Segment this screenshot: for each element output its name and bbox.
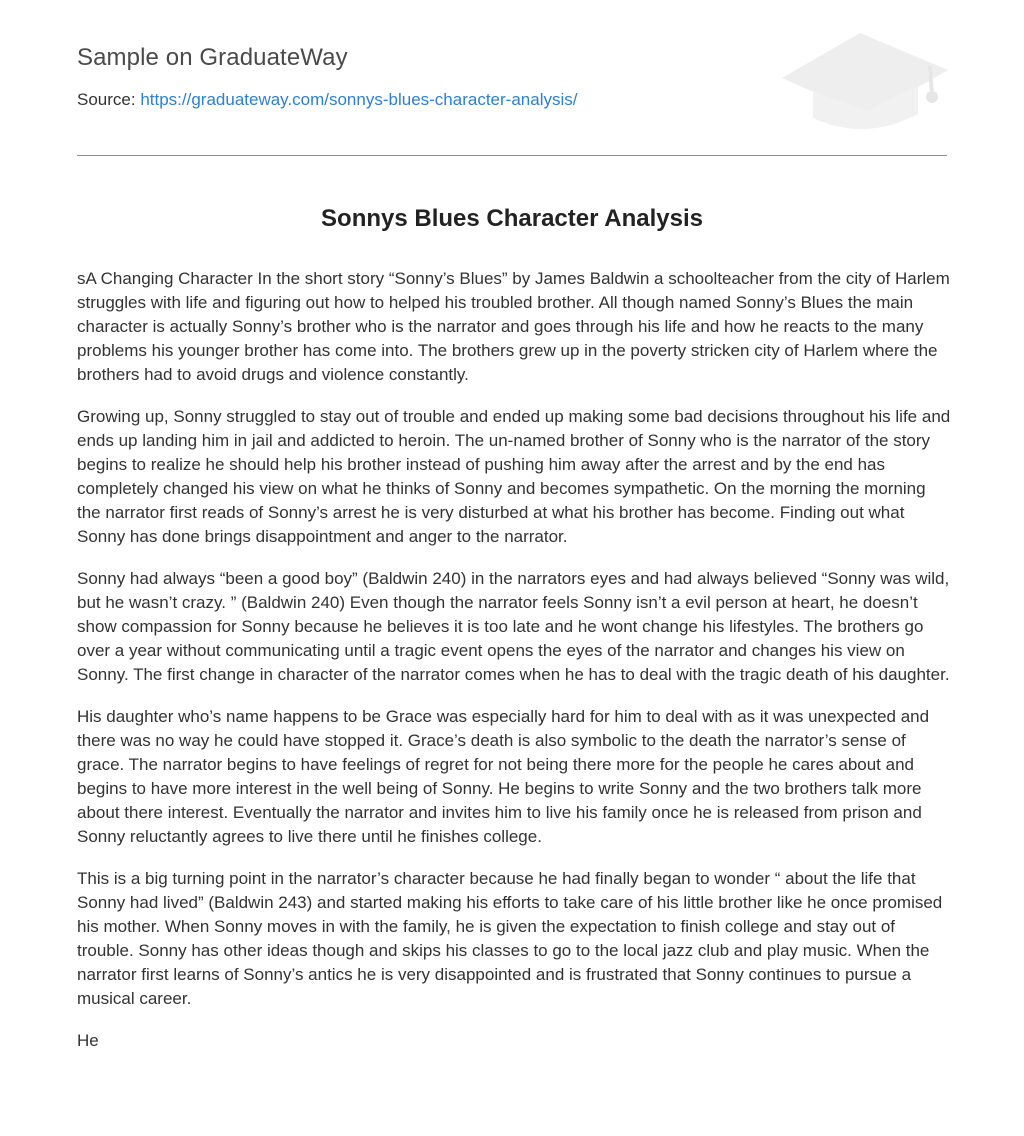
source-link[interactable]: https://graduateway.com/sonnys-blues-character-analysis/ (140, 90, 578, 109)
paragraph: sA Changing Character In the short story “Sonny’s Blues” by James Baldwin a schoolteacher from the city of Harlem struggles with life and figuring out how to helped his troubled brother. All though named Sonny’s Blues the main character is actually Sonny’s brother who is the narrator and goes through his life and how he reacts to the many problems his younger brother has come into. The brothers grew up in the poverty stricken city of Harlem where the brothers had to avoid drugs and violence constantly. (77, 269, 950, 384)
article-body (77, 267, 951, 1071)
paragraph: Growing up, Sonny struggled to stay out of trouble and ended up making some bad decisions throughout his life and ends up landing him in jail and addicted to heroin. The un-named brother of Sonny who is the narrator of the story begins to realize he should help his brother instead of pushing him away after the arrest and by the end has completely changed his view on what he thinks of Sonny and becomes sympathetic. On the morning the morning the narrator first reads of Sonny’s arrest he is very disturbed at what his brother has become. Finding out what Sonny has done brings disappointment and anger to the narrator. (77, 407, 951, 546)
paragraph: This is a big turning point in the narrator’s character because he had finally began to wonder “ about the life that Sonny had lived” (Baldwin 243) and started making his efforts to take care of his little brother like he once promised his mother. When Sonny moves in with the family, he is given the expectation to finish college and stay out of trouble. Sonny has other ideas though and skips his classes to go to the local jazz club and play music. When the narrator first learns of Sonny’s antics he is very disappointed and is frustrated that Sonny continues to pursue a musical career. (77, 869, 943, 1008)
source-label: Source: (77, 90, 141, 109)
paragraph: His daughter who’s name happens to be Grace was especially hard for him to deal with as it was unexpected and there was no way he could have stopped it. Grace’s death is also symbolic to the death the narrator’s sense of grace. The narrator begins to have feelings of regret for not being there more for the people he cares about and begins to have more interest in the well being of Sonny. He begins to write Sonny and the two brothers talk more about there interest. Eventually the narrator and invites him to live his family once he is released from prison and Sonny reluctantly agrees to live there until he finishes college. (77, 707, 930, 846)
source-line (77, 90, 577, 110)
paragraph: Sonny had always “been a good boy” (Baldwin 240) in the narrators eyes and had always believed “Sonny was wild, but he wasn’t crazy. ” (Baldwin 240) Even though the narrator feels Sonny isn’t a evil person at heart, he doesn’t show compassion for Sonny because he believes it is too late and he wont change his lifestyles. The brothers go over a year without communicating until a tragic event opens the eyes of the narrator and changes his view on Sonny. The first change in character of the narrator comes when he has to deal with the tragic death of his daughter. (77, 569, 950, 684)
site-title: Sample on GraduateWay (77, 44, 348, 71)
paragraph: He (77, 1031, 99, 1050)
graduation-cap-icon (780, 30, 950, 135)
document-title: Sonnys Blues Character Analysis (321, 205, 703, 232)
page (77, 0, 951, 1050)
header (77, 0, 947, 156)
